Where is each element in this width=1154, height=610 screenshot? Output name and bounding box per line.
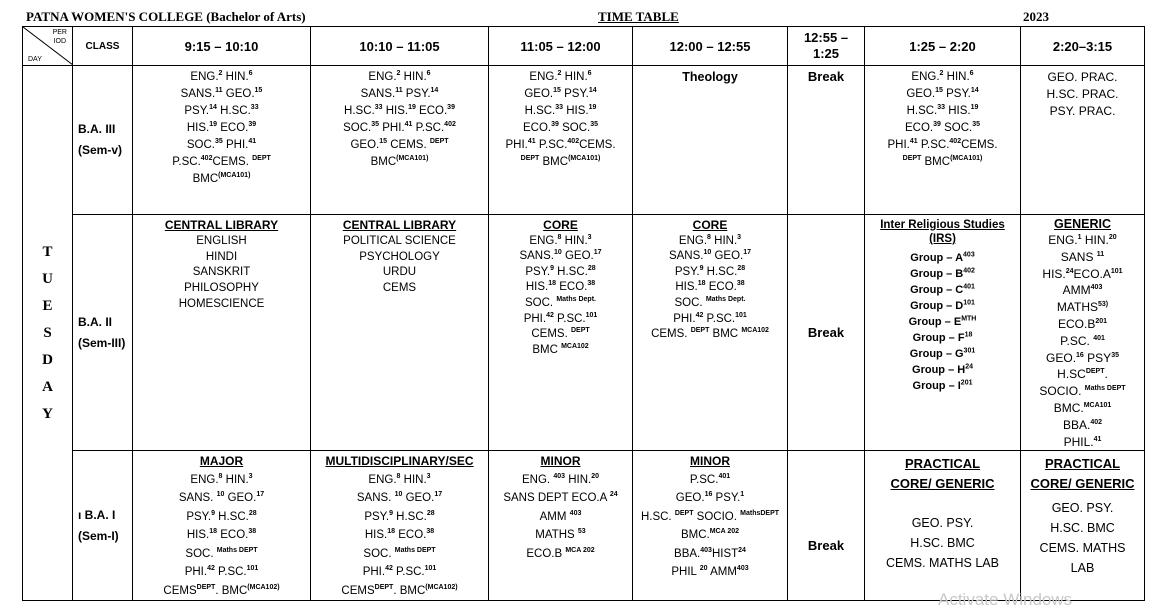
slot-line: PHI.$^{42}$ P.SC.$^{101}$ <box>362 565 437 579</box>
slot-cell <box>865 66 1021 215</box>
generic-line: $ECO.B^{201}$ <box>1057 316 1108 331</box>
year-label: 2023 <box>1023 9 1049 24</box>
corner-period-label: PER IOD <box>52 29 67 45</box>
slot-cell <box>489 66 633 215</box>
slot-heading: MULTIDISCIPLINARY/SEC <box>325 454 474 469</box>
slot-line: PSY.$^9$ H.SC.$^{28}$ <box>186 510 257 523</box>
list-item: HOMESCIENCE <box>178 297 265 310</box>
slot-cell <box>489 215 633 451</box>
corner-cell <box>23 27 73 66</box>
slot-cell <box>489 451 633 601</box>
list-item: CEMS. MATHS <box>1039 541 1126 556</box>
day-letter: T <box>42 243 53 260</box>
slot-line: PSY.$^9$ H.SC.$^{28}$ <box>525 264 596 278</box>
irs-subheading: (IRS) <box>929 233 956 245</box>
slot-lines <box>311 471 488 601</box>
generic-line: GEO.$^{16}$ PSY$^{35}$ <box>1046 350 1119 365</box>
slot-list <box>133 234 310 313</box>
slot-line: P.SC.$^{402}$CEMS. $^{DEPT}$ <box>172 155 271 168</box>
slot-line: SANS.$^{10}$ GEO.$^{17}$ <box>668 249 752 263</box>
slot-heading: MAJOR <box>199 454 244 469</box>
class-label <box>73 66 133 215</box>
slot-line: PHI.$^{41}$ P.SC.$^{402}$CEMS. <box>887 138 998 151</box>
slot-line: CEMS. $^{DEPT}$ BMC $^{MCA102}$ <box>651 327 769 341</box>
slot-line: SOC. $^{Maths Dept.}$ <box>525 296 596 309</box>
slot-cell <box>633 215 788 451</box>
slot-cell <box>311 66 489 215</box>
slot-line: GEO.$^{15}$ PSY.$^{14}$ <box>524 87 597 100</box>
list-item: PHILOSOPHY <box>184 282 259 295</box>
slot-line: HIS.$^{18}$ ECO.$^{38}$ <box>675 280 745 294</box>
slot-line: ECO.$^{39}$ SOC.$^{35}$ <box>522 121 599 134</box>
generic-line: $HIS.^{24}ECO.A^{101}$ <box>1042 266 1123 281</box>
slot-line: ENG.$^8$ HIN.$^3$ <box>529 233 592 247</box>
list-item: PSYCHOLOGY <box>359 250 440 263</box>
slot-line: SOC.$^{35}$ PHI.$^{41}$ <box>186 138 257 151</box>
col-header-slot-7: 2:20–3:15 <box>1021 27 1145 66</box>
generic-line: BMC.$^{MCA101}$ <box>1053 400 1112 415</box>
irs-group: Group – $B^{402}$ <box>910 267 975 280</box>
slot-line: PSY. PRAC. <box>1049 104 1116 118</box>
slot-line: $BMC^{(MCA101)}$ <box>370 155 429 168</box>
slot-line: PHI.$^{42}$ P.SC.$^{101}$ <box>673 311 747 325</box>
generic-line: PHIL.$^{41}$ <box>1063 434 1102 449</box>
slot-line: GEO.$^{15}$ PSY.$^{14}$ <box>906 87 979 100</box>
windows-activation-watermark: Activate Windows <box>938 590 1073 609</box>
irs-group: Group – $E^{MTH}$ <box>908 315 977 328</box>
slot-line: ECO.$^{39}$ SOC.$^{35}$ <box>904 121 981 134</box>
class-name: B.A. II <box>78 314 113 329</box>
slot-line: ENG.$^8$ HIN.$^3$ <box>190 473 253 486</box>
slot-line: $BMC^{(MCA101)}$ <box>192 172 251 185</box>
slot-line: ENG.$^2$ HIN.$^6$ <box>368 70 431 83</box>
slot-line: PHI.$^{41}$ P.SC.$^{402}$CEMS. <box>505 138 616 151</box>
list-item: CEMS. MATHS LAB <box>886 556 999 571</box>
break-cell: Break <box>788 215 865 451</box>
slot-lines <box>133 471 310 601</box>
slot-cell <box>133 66 311 215</box>
irs-group: Group – $G^{301}$ <box>909 347 976 360</box>
generic-line: MATHS$^{53)}$ <box>1056 300 1109 315</box>
slot-cell <box>633 451 788 601</box>
col-header-break: 12:55 – 1:25 <box>788 27 865 66</box>
slot-line: HIS.$^{18}$ ECO.$^{38}$ <box>186 528 257 542</box>
day-letter: U <box>42 270 53 287</box>
list-item: GEO. PSY. <box>1051 501 1114 516</box>
slot-line: MATHS $^{53}$ <box>535 528 586 542</box>
list-item: CEMS <box>382 282 417 295</box>
corner-day-label: DAY <box>28 56 42 63</box>
slot-lines <box>489 471 632 564</box>
timetable-title: TIME TABLE <box>598 9 679 24</box>
practical-subheading: CORE/ GENERIC <box>890 476 995 492</box>
day-letter: S <box>43 324 52 341</box>
list-item: ENGLISH <box>196 234 247 247</box>
list-item: GEO. PSY. <box>911 516 974 531</box>
slot-cell-prac <box>1021 66 1145 215</box>
slot-cell-practical <box>865 451 1021 601</box>
irs-group: Group – $I^{201}$ <box>912 379 973 392</box>
irs-groups <box>865 250 1020 394</box>
generic-line: BBA.$^{402}$ <box>1062 417 1103 432</box>
day-letter: A <box>42 378 53 395</box>
slot-heading: MINOR <box>540 454 581 469</box>
col-header-slot-3: 11:05 – 12:00 <box>489 27 633 66</box>
slot-line: CEMS. $^{DEPT}$ <box>531 327 590 341</box>
slot-line: H.SC.$^{33}$ HIS.$^{19}$ ECO.$^{39}$ <box>344 104 455 117</box>
slot-line: PSY.$^{14}$ H.SC.$^{33}$ <box>184 104 259 117</box>
col-header-slot-2: 10:10 – 11:05 <box>311 27 489 66</box>
practical-subheading: CORE/ GENERIC <box>1030 476 1135 492</box>
practical-heading: PRACTICAL <box>904 456 981 472</box>
slot-lines <box>633 471 787 582</box>
slot-cell <box>311 215 489 451</box>
slot-line: PSY.$^9$ H.SC.$^{28}$ <box>674 264 746 278</box>
class-label <box>73 451 133 601</box>
generic-line: SANS $^{11}$ <box>1060 249 1105 264</box>
generic-line: $H.SC^{DEPT}$. <box>1057 367 1108 382</box>
slot-line: SOC. $^{Maths DEPT}$ <box>363 547 436 560</box>
college-name: PATNA WOMEN'S COLLEGE (Bachelor of Arts) <box>26 9 306 24</box>
practical-lines <box>865 513 1020 573</box>
slot-line: $CEMS^{DEPT}$. $BMC^{(MCA102)}$ <box>341 584 458 597</box>
generic-line: ENG.$^1$ HIN.$^{20}$ <box>1048 233 1117 247</box>
slot-cell <box>311 451 489 601</box>
slot-line: $CEMS^{DEPT}$. $BMC^{(MCA102)}$ <box>163 584 280 597</box>
generic-line: AMM$^{403}$ <box>1062 283 1103 298</box>
class-label <box>73 215 133 451</box>
slot-line: HIS.$^{18}$ ECO.$^{38}$ <box>525 280 596 294</box>
slot-line: BBA.$^{403}$HIST$^{24}$ <box>674 547 746 560</box>
slot-line: PHIL $^{20}$ AMM$^{403}$ <box>671 565 749 579</box>
day-letter: Y <box>42 405 53 422</box>
class-sem: (Sem-III) <box>78 335 126 350</box>
break-cell: Break <box>788 451 865 601</box>
col-header-class: CLASS <box>73 27 133 66</box>
class-sem: (Sem-v) <box>78 143 123 157</box>
col-header-slot-6: 1:25 – 2:20 <box>865 27 1021 66</box>
irs-group: Group – $C^{401}$ <box>910 283 975 296</box>
slot-line: HIS.$^{18}$ ECO.$^{38}$ <box>364 528 435 542</box>
break-cell: Break <box>788 66 865 215</box>
slot-line: PHI.$^{42}$ P.SC.$^{101}$ <box>184 565 259 579</box>
practical-heading: PRACTICAL <box>1044 456 1121 472</box>
generic-line: P.SC. $^{401}$ <box>1060 333 1105 348</box>
row-ba1 <box>23 451 1145 601</box>
slot-line: H.SC. PRAC. <box>1046 87 1119 101</box>
slot-line: P.SC.$^{401}$ <box>689 473 731 486</box>
slot-line: ENG.$^2$ HIN.$^6$ <box>911 70 974 83</box>
slot-cell <box>133 215 311 451</box>
class-name: ı B.A. I <box>78 507 116 522</box>
slot-line: SANS DEPT ECO.A $^{24}$ <box>503 491 618 505</box>
slot-line: H.SC.$^{33}$ HIS.$^{19}$ <box>524 104 597 117</box>
slot-line: SANS. $^{10}$ GEO.$^{17}$ <box>356 491 443 505</box>
slot-line: GEO.$^{15}$ CEMS. $^{DEPT}$ <box>350 138 449 151</box>
slot-heading: CENTRAL LIBRARY <box>164 218 279 232</box>
slot-line: $^{DEPT}$ $BMC^{(MCA101)}$ <box>520 155 601 168</box>
list-item: POLITICAL SCIENCE <box>343 234 456 247</box>
list-item: URDU <box>382 266 417 279</box>
class-name: B.A. III <box>78 122 116 136</box>
slot-heading: CORE <box>692 218 728 232</box>
slot-line: GEO.$^{16}$ PSY.$^1$ <box>675 491 745 505</box>
list-item: H.SC. BMC <box>910 536 975 551</box>
slot-line: BMC.$^{MCA 202}$ <box>680 528 740 542</box>
slot-line: SANS.$^{10}$ GEO.$^{17}$ <box>519 249 602 263</box>
day-letter: E <box>42 297 53 314</box>
list-item: SANSKRIT <box>192 266 251 279</box>
irs-group: Group – $D^{101}$ <box>910 299 975 312</box>
slot-lines <box>633 234 787 343</box>
timetable <box>22 26 1145 601</box>
slot-line: PHI.$^{42}$ P.SC.$^{101}$ <box>523 311 598 325</box>
list-item: H.SC. BMC <box>1050 521 1115 536</box>
slot-list <box>311 234 488 297</box>
slot-cell-irs <box>865 215 1021 451</box>
slot-line: PSY.$^9$ H.SC.$^{28}$ <box>364 510 435 523</box>
slot-line: H.SC.$^{33}$ HIS.$^{19}$ <box>906 104 979 117</box>
day-cell-tuesday <box>23 66 73 601</box>
slot-cell <box>133 451 311 601</box>
irs-group: Group – $F^{18}$ <box>912 331 973 344</box>
slot-line: $^{DEPT}$ $BMC^{(MCA101)}$ <box>902 155 983 168</box>
slot-cell-generic <box>1021 215 1145 451</box>
list-item: LAB <box>1070 561 1095 576</box>
irs-group: Group – $H^{24}$ <box>912 363 973 376</box>
day-letter: D <box>42 351 53 368</box>
row-ba3 <box>23 66 1145 215</box>
row-ba2 <box>23 215 1145 451</box>
slot-heading: MINOR <box>690 454 730 469</box>
slot-line: ENG.$^8$ HIN.$^3$ <box>368 473 431 486</box>
slot-heading: CENTRAL LIBRARY <box>342 218 457 232</box>
class-sem: (Sem-I) <box>78 528 119 543</box>
generic-lines <box>1021 232 1144 450</box>
slot-line: GEO. PRAC. <box>1047 70 1118 84</box>
slot-line: ENG.$^8$ HIN.$^3$ <box>678 233 742 247</box>
slot-line: ECO.B $^{MCA 202}$ <box>526 547 595 560</box>
slot-line: SANS.$^{11}$ GEO.$^{15}$ <box>180 87 263 100</box>
slot-line: SOC.$^{35}$ PHI.$^{41}$ P.SC.$^{402}$ <box>343 121 456 134</box>
slot-lines <box>489 234 632 359</box>
col-header-slot-4: 12:00 – 12:55 <box>633 27 788 66</box>
slot-cell-theology: Theology <box>633 66 788 215</box>
slot-line: AMM $^{403}$ <box>539 510 582 523</box>
list-item: HINDI <box>205 250 238 263</box>
slot-line: SOC. $^{Maths DEPT}$ <box>185 547 258 560</box>
slot-line: HIS.$^{19}$ ECO.$^{39}$ <box>186 121 257 134</box>
practical-lines <box>1021 498 1144 578</box>
irs-heading: Inter Religious Studies <box>880 219 1005 231</box>
generic-line: SOCIO. $^{Maths DEPT}$ <box>1039 384 1126 399</box>
header-row <box>23 27 1145 66</box>
slot-line: ENG.$^2$ HIN.$^6$ <box>529 70 592 83</box>
slot-line: SOC. $^{Maths Dept.}$ <box>674 296 746 309</box>
slot-cell-practical <box>1021 451 1145 601</box>
slot-line: BMC $^{MCA102}$ <box>532 342 589 356</box>
irs-group: Group – $A^{403}$ <box>910 251 975 264</box>
slot-line: ENG.$^2$ HIN.$^6$ <box>190 70 253 83</box>
slot-line: SANS. $^{10}$ GEO.$^{17}$ <box>178 491 265 505</box>
slot-line: SANS.$^{11}$ PSY.$^{14}$ <box>360 87 439 100</box>
col-header-slot-1: 9:15 – 10:10 <box>133 27 311 66</box>
slot-line: ENG. $^{403}$ HIN.$^{20}$ <box>522 473 599 486</box>
generic-heading: GENERIC <box>1054 217 1111 231</box>
slot-heading: CORE <box>543 218 578 232</box>
slot-line: H.SC. $^{DEPT}$ SOCIO. $^{MathsDEPT}$ <box>640 510 780 523</box>
